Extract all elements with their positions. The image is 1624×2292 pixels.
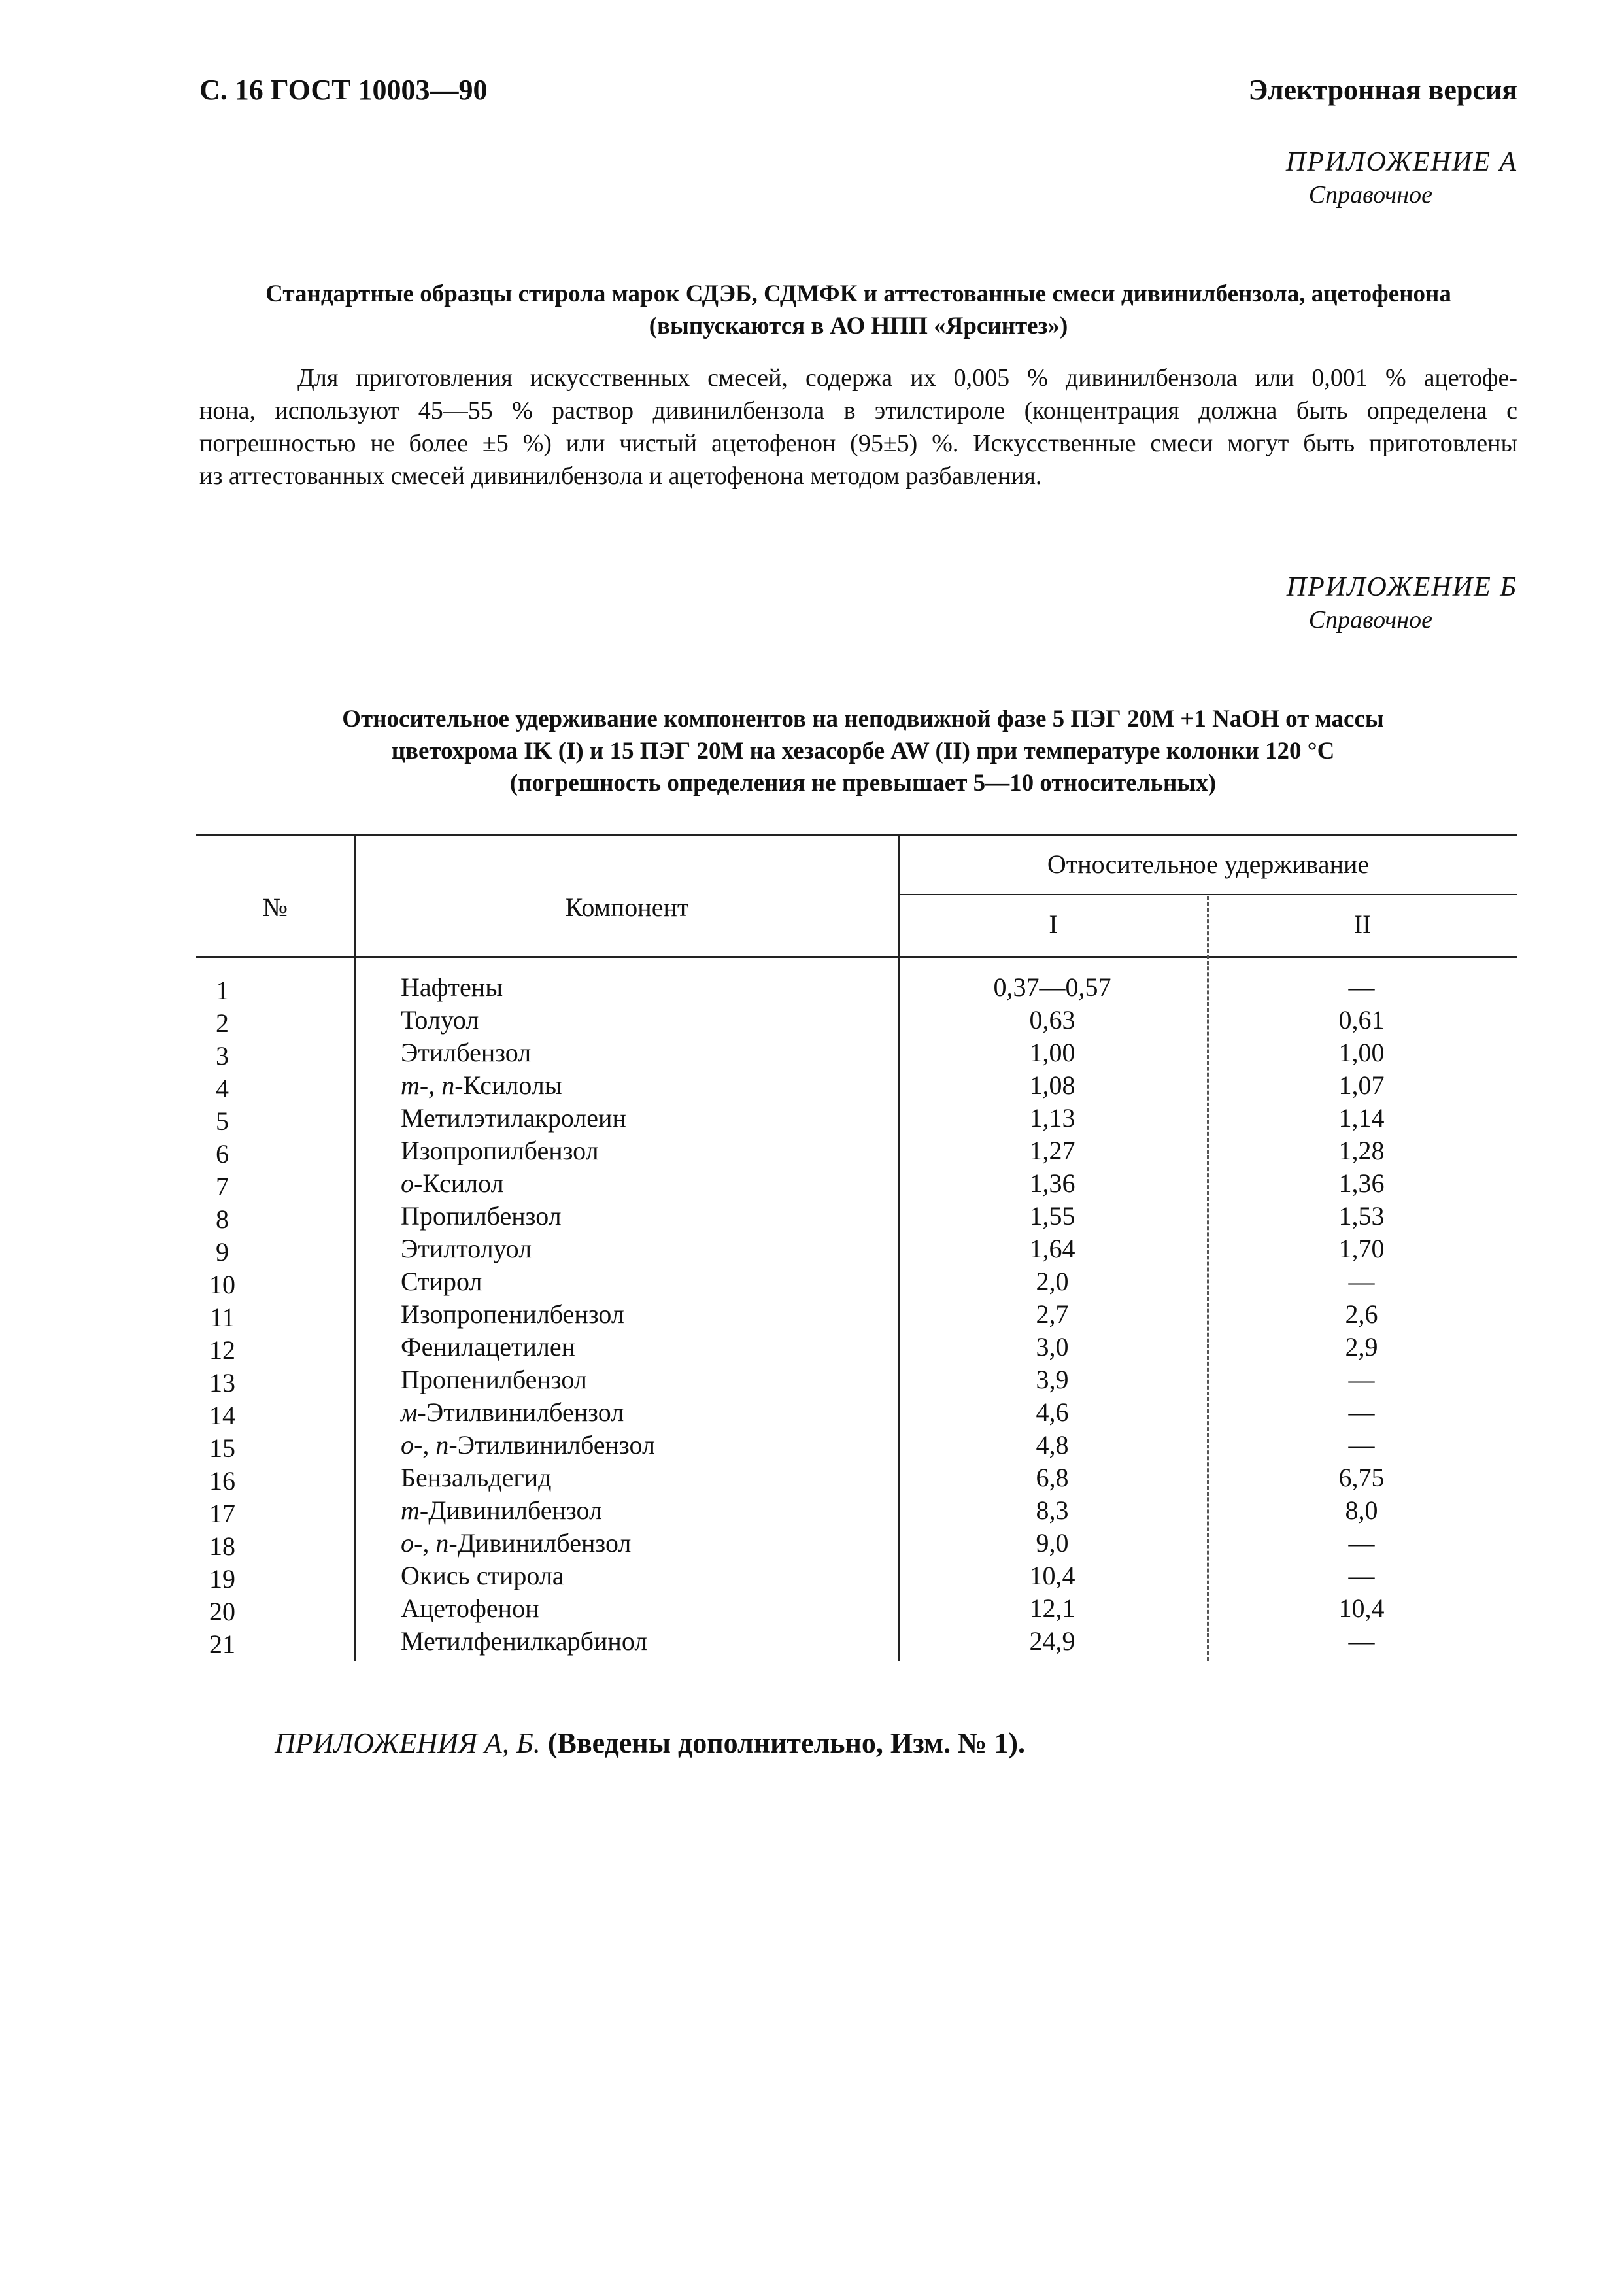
page-header-right: Электронная версия [1248, 74, 1517, 106]
component-name [401, 1036, 898, 1069]
appendix-a-title-line: (выпускаются в АО НПП «Ярсинтез») [649, 313, 1068, 339]
paragraph-line: погрешностью не более ±5 %) или чистый ацетофенон (95±5) %. Искусственные смеси могут быть приготовлены [199, 430, 1517, 457]
component-label: Изопропенилбензол [401, 1299, 624, 1329]
column-ii-values [1207, 971, 1516, 1658]
component-label: Ацетофенон [401, 1594, 539, 1623]
isomer-prefix: о-, п- [401, 1430, 458, 1460]
row-number: 19 [209, 1564, 235, 1594]
appendix-b-label: ПРИЛОЖЕНИЕ Б [1286, 572, 1517, 602]
retention-value-i: 1,27 [1029, 1136, 1075, 1165]
component-label: Этилтолуол [401, 1234, 532, 1263]
appendix-b-title [235, 703, 1491, 799]
page-header-left: С. 16 ГОСТ 10003—90 [199, 74, 488, 106]
retention-value-ii: 1,07 [1338, 1070, 1385, 1100]
retention-value-ii: 1,00 [1338, 1038, 1385, 1067]
retention-value-i: 0,37—0,57 [993, 972, 1111, 1002]
retention-value-ii: 1,14 [1338, 1103, 1385, 1133]
component-label: Пропилбензол [401, 1201, 562, 1231]
appendix-a-type: Справочное [1308, 181, 1432, 209]
column-numbers [196, 974, 248, 1661]
retention-value-i: 4,8 [1036, 1430, 1069, 1460]
isomer-prefix: m- [401, 1496, 429, 1525]
retention-value-ii: 8,0 [1345, 1496, 1378, 1525]
appendix-a-heading [1286, 145, 1517, 211]
component-label: Ксилолы [463, 1070, 562, 1100]
component-label: Фенилацетилен [401, 1332, 576, 1361]
component-name [401, 1625, 898, 1658]
retention-value-i: 3,0 [1036, 1332, 1069, 1361]
retention-value-ii: — [1348, 1430, 1375, 1460]
col-header-component: Компонент [565, 893, 689, 922]
component-name [401, 1069, 898, 1102]
appendix-footnote [275, 1726, 1025, 1760]
row-number: 6 [216, 1139, 229, 1169]
component-name [401, 1004, 898, 1036]
component-label: Метилэтилакролеин [401, 1103, 626, 1133]
component-label: Пропенилбензол [401, 1365, 587, 1394]
component-name [401, 1102, 898, 1135]
retention-value-i: 1,36 [1029, 1169, 1075, 1198]
retention-value-i: 2,0 [1036, 1267, 1069, 1296]
retention-value-ii: — [1348, 1561, 1375, 1590]
column-i-values [898, 971, 1207, 1658]
component-name [401, 1200, 898, 1233]
component-name [401, 1527, 898, 1560]
row-number: 8 [216, 1205, 229, 1234]
component-label: Этилвинилбензол [457, 1430, 655, 1460]
retention-value-ii: — [1348, 1626, 1375, 1656]
retention-value-i: 1,64 [1029, 1234, 1075, 1263]
row-number: 10 [209, 1270, 235, 1299]
retention-value-i: 24,9 [1029, 1626, 1075, 1656]
component-name [401, 1298, 898, 1331]
component-name [401, 1462, 898, 1494]
table-top-rule [196, 834, 1517, 836]
retention-value-i: 0,63 [1029, 1005, 1075, 1035]
component-name [401, 1331, 898, 1363]
component-name [401, 1429, 898, 1462]
retention-value-ii: 10,4 [1338, 1594, 1385, 1623]
component-name [401, 971, 898, 1004]
component-label: Дивинилбензол [457, 1528, 632, 1558]
component-name [401, 1592, 898, 1625]
component-label: Дивинилбензол [428, 1496, 602, 1525]
retention-value-i: 1,08 [1029, 1070, 1075, 1100]
component-label: Метилфенилкарбинол [401, 1626, 648, 1656]
footnote-italic: ПРИЛОЖЕНИЯ А, Б. [275, 1727, 541, 1759]
appendix-a-title-line: Стандартные образцы стирола марок СДЭБ, СДМФК и аттестованные смеси дивинилбензола, ацетофенона [265, 281, 1451, 307]
retention-value-i: 2,7 [1036, 1299, 1069, 1329]
col-header-no: № [262, 893, 288, 922]
component-label: Изопропилбензол [401, 1136, 599, 1165]
retention-value-i: 12,1 [1029, 1594, 1075, 1623]
retention-value-i: 9,0 [1036, 1528, 1069, 1558]
col-header-relative-retention: Относительное удерживание [1047, 849, 1370, 879]
component-label: Этилвинилбензол [426, 1397, 624, 1427]
row-number: 17 [209, 1499, 235, 1528]
retention-value-ii: 2,6 [1345, 1299, 1378, 1329]
appendix-b-title-line: (погрешность определения не превышает 5—10 относительных) [509, 770, 1217, 796]
retention-value-i: 6,8 [1036, 1463, 1069, 1492]
retention-value-ii: 2,9 [1345, 1332, 1378, 1361]
table-vline-no [354, 836, 356, 1661]
retention-value-i: 3,9 [1036, 1365, 1069, 1394]
row-number: 14 [209, 1401, 235, 1430]
row-number: 21 [209, 1630, 235, 1659]
component-label: Окись стирола [401, 1561, 564, 1590]
row-number: 11 [209, 1303, 235, 1332]
column-components [401, 971, 898, 1658]
row-number: 9 [216, 1237, 229, 1267]
appendix-b-title-line: цветохрома IK (I) и 15 ПЭГ 20М на хезасорбе AW (II) при температуре колонки 120 °С [391, 738, 1335, 764]
row-number: 4 [216, 1074, 229, 1103]
component-name [401, 1233, 898, 1265]
row-number: 1 [216, 976, 229, 1005]
retention-value-i: 1,00 [1029, 1038, 1075, 1067]
row-number: 16 [209, 1466, 235, 1496]
component-label: Стирол [401, 1267, 482, 1296]
retention-value-ii: 1,53 [1338, 1201, 1385, 1231]
component-name [401, 1135, 898, 1167]
retention-value-i: 8,3 [1036, 1496, 1069, 1525]
component-label: Толуол [401, 1005, 479, 1035]
retention-value-ii: 1,36 [1338, 1169, 1385, 1198]
retention-value-ii: 1,70 [1338, 1234, 1385, 1263]
component-label: Бензальдегид [401, 1463, 552, 1492]
component-label: Ксилол [422, 1169, 504, 1198]
retention-value-ii: — [1348, 972, 1375, 1002]
retention-value-i: 1,55 [1029, 1201, 1075, 1231]
paragraph-line: нона, используют 45—55 % раствор дивинилбензола в этилстироле (концентрация должна быть определена с [199, 397, 1517, 424]
paragraph-line: из аттестованных смесей дивинилбензола и ацетофенона методом разбавления. [199, 462, 1042, 490]
row-number: 20 [209, 1597, 235, 1626]
paragraph-line: Для приготовления искусственных смесей, содержа их 0,005 % дивинилбензола или 0,001 % ацетофе- [297, 364, 1517, 392]
retention-value-ii: 6,75 [1338, 1463, 1385, 1492]
retention-value-ii: 1,28 [1338, 1136, 1385, 1165]
appendix-a-paragraph [199, 362, 1517, 492]
component-label: Нафтены [401, 972, 503, 1002]
component-name [401, 1560, 898, 1592]
isomer-prefix: о- [401, 1169, 423, 1198]
retention-value-i: 10,4 [1029, 1561, 1075, 1590]
isomer-prefix: о-, п- [401, 1528, 458, 1558]
table-header-rule [196, 956, 1517, 958]
retention-value-ii: — [1348, 1397, 1375, 1427]
retention-value-ii: — [1348, 1365, 1375, 1394]
retention-value-i: 1,13 [1029, 1103, 1075, 1133]
footnote-bold: (Введены дополнительно, Изм. № 1). [547, 1727, 1026, 1759]
appendix-b-title-line: Относительное удерживание компонентов на неподвижной фазе 5 ПЭГ 20М +1 NaOH от массы [342, 706, 1384, 732]
col-header-i: I [1049, 910, 1058, 939]
appendix-a-title [199, 278, 1517, 342]
table-group-rule [898, 894, 1517, 895]
retention-value-ii: — [1348, 1528, 1375, 1558]
appendix-b-heading [1287, 570, 1517, 636]
component-name [401, 1167, 898, 1200]
component-name [401, 1363, 898, 1396]
col-header-ii: II [1353, 910, 1372, 939]
component-name [401, 1265, 898, 1298]
row-number: 13 [209, 1368, 235, 1397]
isomer-prefix: м- [401, 1397, 426, 1427]
row-number: 7 [216, 1172, 229, 1201]
component-name [401, 1494, 898, 1527]
row-number: 12 [209, 1335, 235, 1365]
appendix-b-type: Справочное [1308, 606, 1432, 634]
row-number: 18 [209, 1531, 235, 1561]
component-label: Этилбензол [401, 1038, 532, 1067]
row-number: 15 [209, 1433, 235, 1463]
row-number: 3 [216, 1041, 229, 1070]
retention-value-i: 4,6 [1036, 1397, 1069, 1427]
row-number: 5 [216, 1106, 229, 1136]
retention-value-ii: 0,61 [1338, 1005, 1385, 1035]
row-number: 2 [216, 1008, 229, 1038]
appendix-a-label: ПРИЛОЖЕНИЕ А [1285, 147, 1517, 177]
component-name [401, 1396, 898, 1429]
isomer-prefix: m-, п- [401, 1070, 464, 1100]
retention-value-ii: — [1348, 1267, 1375, 1296]
